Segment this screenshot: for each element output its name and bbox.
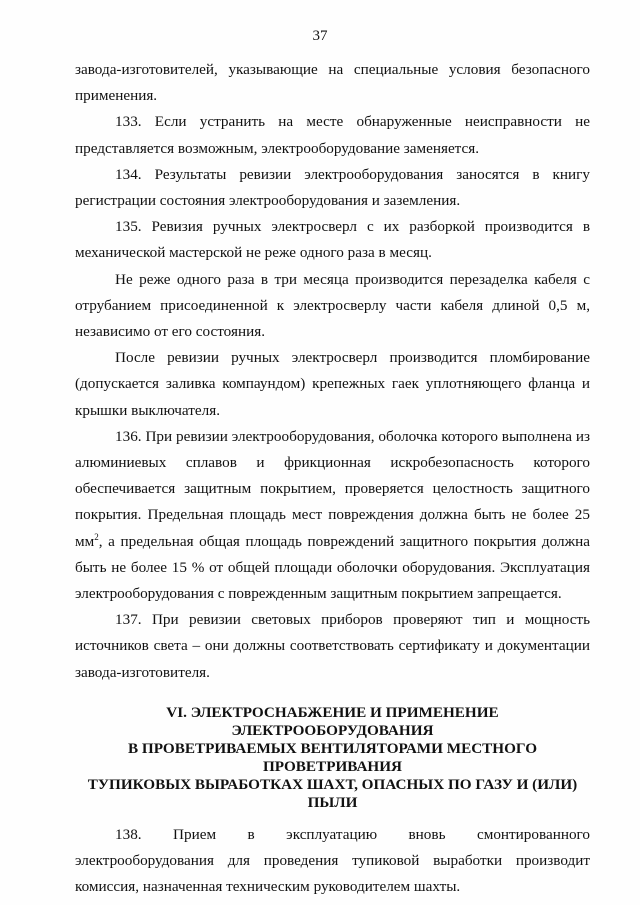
paragraph-136: [75, 424, 590, 607]
paragraph-continuation: завода-изготовителей, указывающие на специальные условия безопасного применения.: [75, 61, 590, 105]
section-heading-line-2: В ПРОВЕТРИВАЕМЫХ ВЕНТИЛЯТОРАМИ МЕСТНОГО ПРОВЕТРИВАНИЯ: [127, 739, 538, 775]
paragraph-136-text-a: 136. При ревизии электрооборудования, оболочка которого выполнена из алюминиевых сплавов и фрикционная искробезопасность которого обеспечивается защитным покрытием, проверяется целостность защитного покрытия. Предельная площадь мест повреждения должна быть не более 25 мм: [75, 427, 590, 550]
paragraph-cable-recut: Не реже одного раза в три месяца производится перезаделка кабеля с отрубанием присоединенной к электросверлу части кабеля длиной 0,5 м, независимо от его состояния.: [75, 270, 590, 341]
section-heading-line-3: ТУПИКОВЫХ ВЫРАБОТКАХ ШАХТ, ОПАСНЫХ ПО ГАЗУ И (ИЛИ) ПЫЛИ: [87, 775, 578, 811]
section-heading-line-1: VI. ЭЛЕКТРОСНАБЖЕНИЕ И ПРИМЕНЕНИЕ ЭЛЕКТРООБОРУДОВАНИЯ: [166, 703, 499, 739]
section-heading: [75, 704, 590, 812]
paragraph-136-text-b: , а предельная общая площадь повреждений защитного покрытия должна быть не более 15 % от общей площади оболочки оборудования. Эксплуатация электрооборудования с поврежденным защитным покрытием запрещается.: [75, 532, 590, 603]
paragraph-137: 137. При ревизии световых приборов проверяют тип и мощность источников света – они должны соответствовать сертификату и документации завода-изготовителя.: [75, 611, 590, 681]
paragraph-sealing: После ревизии ручных электросверл производится пломбирование (допускается заливка компаундом) крепежных гаек уплотняющего фланца и крышки выключателя.: [75, 349, 590, 419]
paragraph-138: 138. Прием в эксплуатацию вновь смонтированного электрооборудования для проведения тупиковой выработки производит комиссия, назначенная техническим руководителем шахты.: [75, 825, 590, 896]
superscript-2: 2: [94, 531, 99, 542]
document-body: [75, 57, 590, 900]
page-number: 37: [312, 28, 328, 44]
paragraph-134: 134. Результаты ревизии электрооборудования заносятся в книгу регистрации состояния электрооборудования и заземления.: [75, 165, 590, 210]
paragraph-135: 135. Ревизия ручных электросверл с их разборкой производится в механической мастерской не реже одного раза в месяц.: [75, 218, 590, 262]
paragraph-133: 133. Если устранить на месте обнаруженные неисправности не представляется возможным, электрооборудование заменяется.: [75, 113, 590, 157]
